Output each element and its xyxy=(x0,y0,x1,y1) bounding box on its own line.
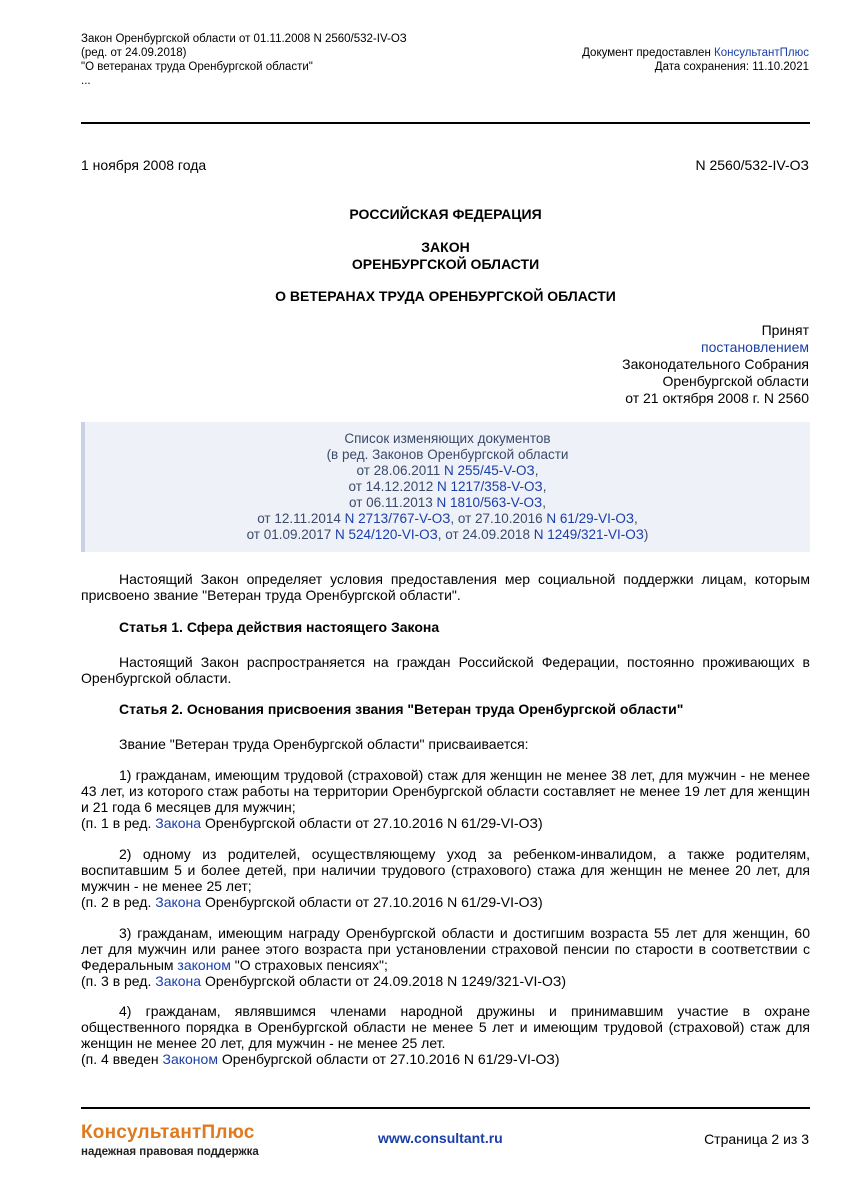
law-link[interactable]: Законом xyxy=(162,1051,218,1067)
law-link[interactable]: Закона xyxy=(155,815,202,831)
adopted-region: Оренбургской области xyxy=(662,373,809,389)
document-header-info xyxy=(81,32,407,88)
punct: , xyxy=(542,479,547,494)
federation-heading: РОССИЙСКАЯ ФЕДЕРАЦИЯ xyxy=(349,206,542,222)
region-heading: ОРЕНБУРГСКОЙ ОБЛАСТИ xyxy=(351,256,540,272)
clause-4 xyxy=(81,1003,810,1067)
federal-law-link[interactable]: законом xyxy=(177,957,231,973)
clause-3-text: 3) гражданам, имеющим награду Оренбургской области и достигшим возраста 55 лет для женщин, 60 лет для мужчин или ранее этого возраста при установлении страховой пенсии по старости в соответствии с Федеральным xyxy=(81,925,810,973)
amendments-line: (в ред. Законов Оренбургской области xyxy=(326,447,569,462)
adopted-date: от 21 октября 2008 г. N 2560 xyxy=(625,390,809,406)
clause-note: (п. 4 введен xyxy=(81,1051,163,1067)
provided-by-text: Документ предоставлен xyxy=(582,47,714,59)
amend-date: от 06.11.2013 xyxy=(349,495,437,510)
adopted-body: Законодательного Собрания xyxy=(622,356,809,372)
amend-date: от 12.11.2014 xyxy=(257,511,345,526)
amendments-box xyxy=(81,422,810,552)
amend-link[interactable]: N 524/120-VI-ОЗ xyxy=(335,527,438,542)
page-number: Страница 2 из 3 xyxy=(704,1131,809,1147)
clause-note: (п. 3 в ред. xyxy=(81,973,156,989)
clause-note: Оренбургской области от 27.10.2016 N 61/29-VI-ОЗ) xyxy=(217,1051,560,1067)
adoption-info xyxy=(622,322,809,407)
resolution-link[interactable]: постановлением xyxy=(701,339,809,355)
clause-1-text: 1) гражданам, имеющим трудовой (страховой) стаж для женщин не менее 38 лет, для мужчин - не менее 43 лет, из которого стаж работы на территории Оренбургской области составляет не менее 19 лет для женщин и 21 года 6 месяцев для мужчин; xyxy=(81,767,810,815)
clause-note: (п. 1 в ред. xyxy=(81,815,156,831)
article-2-intro: Звание "Ветеран труда Оренбургской области" присваивается: xyxy=(119,736,529,752)
clause-note: (п. 2 в ред. xyxy=(81,894,156,910)
consultant-link[interactable]: КонсультантПлюс xyxy=(714,47,809,59)
amend-date: от 14.12.2012 xyxy=(348,479,437,494)
clause-2 xyxy=(81,846,810,910)
header-line: ... xyxy=(81,75,91,87)
header-divider xyxy=(81,122,810,124)
law-heading: ЗАКОН xyxy=(421,239,470,255)
footer-logo xyxy=(81,1122,259,1158)
punct: ) xyxy=(643,527,649,542)
law-number: N 2560/532-IV-ОЗ xyxy=(695,157,809,173)
clause-note: Оренбургской области от 27.10.2016 N 61/29-VI-ОЗ) xyxy=(201,894,543,910)
amend-date: от 01.09.2017 xyxy=(246,527,336,542)
punct: , xyxy=(534,463,539,478)
amendments-title: Список изменяющих документов xyxy=(344,431,551,446)
intro-paragraph: Настоящий Закон определяет условия предоставления мер социальной поддержки лицам, которым присвоено звание "Ветеран труда Оренбургской области". xyxy=(81,571,810,603)
article-1-text: Настоящий Закон распространяется на граждан Российской Федерации, постоянно проживающих в Оренбургской области. xyxy=(81,654,810,686)
amend-link[interactable]: N 255/45-V-ОЗ xyxy=(444,463,535,478)
clause-note: Оренбургской области от 27.10.2016 N 61/29-VI-ОЗ) xyxy=(201,815,543,831)
amend-link[interactable]: N 1249/321-VI-ОЗ xyxy=(533,527,644,542)
brand-tagline: надежная правовая поддержка xyxy=(81,1146,259,1158)
adopted-label: Принят xyxy=(761,322,809,338)
clause-4-text: 4) гражданам, являвшимся членами народной дружины и принимавшим участие в охране общественного порядка в Оренбургской области не менее 5 лет и имеющим трудовой (страховой) стаж для женщин не менее 20 лет, для мужчин - не менее 25 лет. xyxy=(81,1003,810,1051)
amend-link[interactable]: N 1810/563-V-ОЗ xyxy=(436,495,543,510)
clause-1 xyxy=(81,767,810,831)
clause-note: Оренбургской области от 24.09.2018 N 1249/321-VI-ОЗ) xyxy=(201,973,567,989)
clause-3-text: "О страховых пенсиях"; xyxy=(230,957,388,973)
clause-2-text: 2) одному из родителей, осуществляющему уход за ребенком-инвалидом, а также родителям, воспитавшим 5 и более детей, при наличии трудового (страхового) стажа для женщин не менее 20 лет, для мужчин - не менее 25 лет; xyxy=(81,846,810,894)
article-1-title: Статья 1. Сфера действия настоящего Закона xyxy=(119,619,440,635)
header-line: (ред. от 24.09.2018) xyxy=(81,47,187,59)
punct: , xyxy=(634,511,638,526)
website-link[interactable]: www.consultant.ru xyxy=(378,1130,503,1146)
clause-3 xyxy=(81,925,810,989)
law-date: 1 ноября 2008 года xyxy=(81,157,207,173)
law-title: О ВЕТЕРАНАХ ТРУДА ОРЕНБУРГСКОЙ ОБЛАСТИ xyxy=(275,288,616,304)
save-date: Дата сохранения: 11.10.2021 xyxy=(654,61,809,73)
amend-link[interactable]: N 2713/767-V-ОЗ xyxy=(344,511,451,526)
amend-link[interactable]: N 1217/358-V-ОЗ xyxy=(436,479,543,494)
header-line: Закон Оренбургской области от 01.11.2008 N 2560/532-IV-ОЗ xyxy=(81,33,407,45)
footer-divider xyxy=(81,1107,810,1109)
article-2-title: Статья 2. Основания присвоения звания "Ветеран труда Оренбургской области" xyxy=(119,701,684,717)
amend-date: , от 24.09.2018 xyxy=(437,527,534,542)
punct: , xyxy=(542,495,546,510)
header-line: "О ветеранах труда Оренбургской области" xyxy=(81,61,313,73)
brand-name: КонсультантПлюс xyxy=(81,1122,255,1143)
provider-info xyxy=(582,46,809,74)
amend-date: от 28.06.2011 xyxy=(356,463,444,478)
law-link[interactable]: Закона xyxy=(155,894,202,910)
law-link[interactable]: Закона xyxy=(155,973,202,989)
amend-date: , от 27.10.2016 xyxy=(450,511,547,526)
amend-link[interactable]: N 61/29-VI-ОЗ xyxy=(546,511,635,526)
